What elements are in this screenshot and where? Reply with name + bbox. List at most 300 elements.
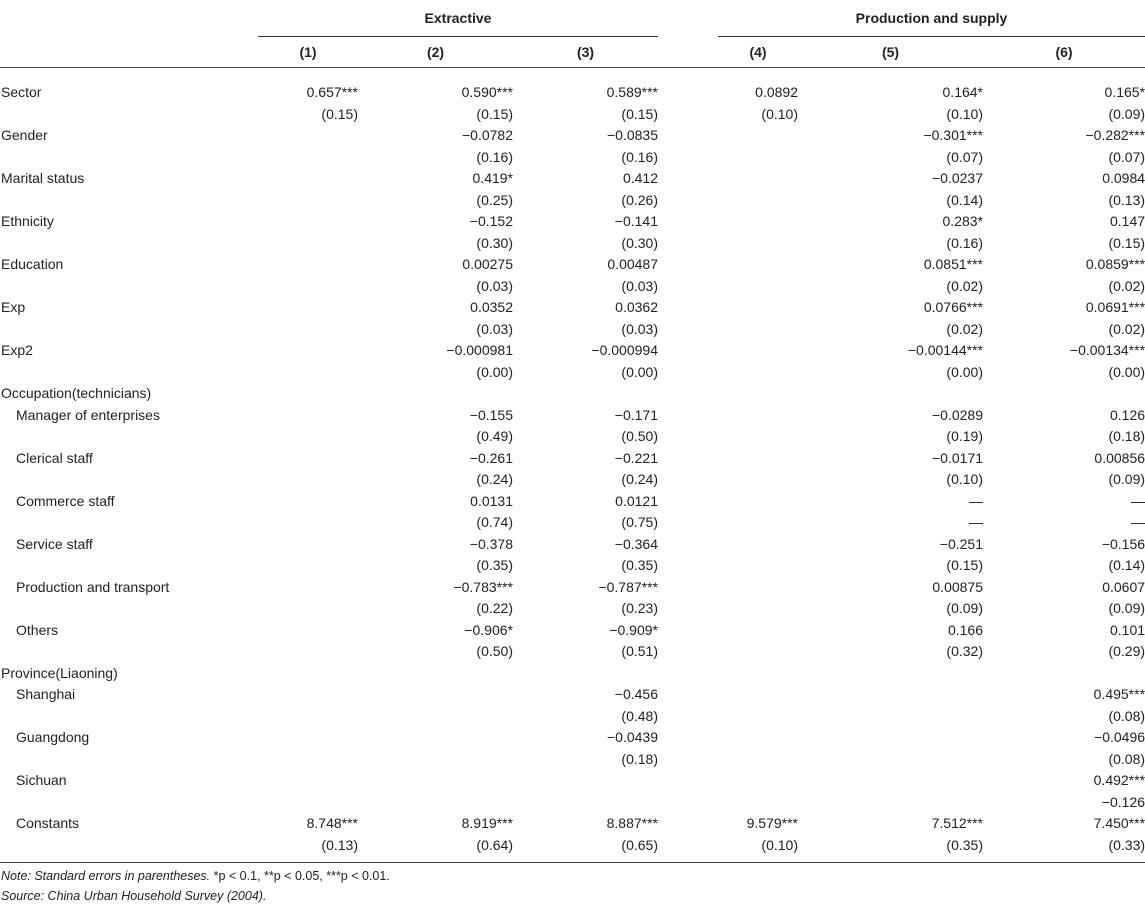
coefficient-cell: −0.0835 <box>607 127 658 143</box>
standard-error-cell: (0.15) <box>946 557 983 573</box>
row-label: Constants <box>16 815 80 831</box>
coefficient-cell <box>798 663 983 685</box>
coefficient-cell: −0.152 <box>469 213 513 229</box>
coefficient-cell <box>718 297 798 319</box>
row-label-blank <box>0 104 258 126</box>
standard-error-cell: (0.25) <box>476 191 513 208</box>
standard-error-cell: (0.49) <box>476 428 513 444</box>
row-label: Clerical staff <box>16 449 93 466</box>
table-row <box>0 835 1145 863</box>
coefficient-cell: −0.251 <box>939 535 983 552</box>
table-row <box>0 469 1145 491</box>
standard-error-cell: (0.75) <box>621 514 658 530</box>
row-label: Marital status <box>1 170 85 186</box>
table-row <box>0 555 1145 577</box>
standard-error-cell: (0.09) <box>1108 600 1145 616</box>
coefficient-cell <box>798 684 983 706</box>
coefficient-cell: 0.126 <box>1109 406 1145 423</box>
standard-error-cell: (0.19) <box>946 428 983 444</box>
coefficient-cell <box>258 534 358 556</box>
standard-error-cell: (0.50) <box>621 428 658 444</box>
standard-error-cell: (0.02) <box>1108 320 1145 337</box>
row-label-blank <box>0 362 258 384</box>
standard-error-cell: (0.30) <box>621 234 658 251</box>
table-row <box>0 319 1145 341</box>
standard-error-cell: (0.51) <box>621 643 658 659</box>
coefficient-cell: 0.419* <box>472 170 513 186</box>
coefficient-cell: 0.0766*** <box>923 299 983 315</box>
coefficient-cell: −0.171 <box>614 406 658 423</box>
coefficient-cell <box>718 125 798 147</box>
coefficient-cell: 7.512*** <box>931 815 983 831</box>
coefficient-cell <box>718 684 798 706</box>
standard-error-cell: (0.09) <box>946 600 983 616</box>
column-gap <box>658 491 718 513</box>
standard-error-cell <box>718 706 798 728</box>
group-header-row <box>0 0 1145 37</box>
standard-error-cell <box>718 426 798 448</box>
standard-error-cell: (0.14) <box>946 191 983 208</box>
coefficient-cell <box>718 770 798 792</box>
standard-error-cell: (0.10) <box>761 105 798 122</box>
row-label: Ethnicity <box>1 213 54 229</box>
table-row <box>0 770 1145 792</box>
standard-error-cell: (0.08) <box>1108 707 1145 724</box>
note-prefix: Note: Standard errors in parentheses. <box>1 869 214 883</box>
standard-error-cell: — <box>969 514 983 530</box>
standard-error-cell <box>258 276 358 298</box>
coefficient-cell <box>358 770 513 792</box>
standard-error-cell: (0.50) <box>476 643 513 659</box>
coefficient-cell: 0.0352 <box>470 299 513 315</box>
group-header-extractive: Extractive <box>258 0 658 37</box>
coefficient-cell <box>258 448 358 470</box>
row-label: Commerce staff <box>16 492 115 509</box>
coefficient-cell <box>258 491 358 513</box>
table-row <box>0 792 1145 814</box>
column-gap <box>658 125 718 147</box>
note-sig-3: ***p < 0.01. <box>326 869 390 883</box>
coefficient-cell <box>718 534 798 556</box>
table-row <box>0 813 1145 835</box>
standard-error-cell: (0.14) <box>1108 557 1145 573</box>
coefficient-cell: 0.0607 <box>1102 578 1145 595</box>
header-blank <box>0 37 258 68</box>
row-label: Exp2 <box>1 342 33 358</box>
column-header-4: (4) <box>718 37 798 68</box>
row-label: Exp <box>1 299 26 315</box>
row-label: Province(Liaoning) <box>1 664 118 681</box>
coefficient-cell: −0.00134*** <box>1069 342 1145 358</box>
coefficient-cell <box>258 297 358 319</box>
coefficient-cell <box>258 727 358 749</box>
row-label-blank <box>0 512 258 534</box>
standard-error-cell: (0.30) <box>476 234 513 251</box>
group-gap <box>658 0 718 37</box>
standard-error-cell: (0.09) <box>1108 105 1145 122</box>
standard-error-cell <box>358 792 513 814</box>
column-gap <box>658 663 718 685</box>
coefficient-cell: −0.0289 <box>932 406 983 423</box>
coefficient-cell <box>258 620 358 642</box>
coefficient-cell <box>718 620 798 642</box>
table-row <box>0 491 1145 513</box>
coefficient-cell <box>718 168 798 190</box>
table-row <box>0 168 1145 190</box>
column-gap <box>658 792 718 814</box>
coefficient-cell: 0.590*** <box>461 84 513 100</box>
standard-error-cell <box>718 469 798 491</box>
coefficient-cell <box>258 211 358 233</box>
row-label-blank <box>0 555 258 577</box>
column-gap <box>658 319 718 341</box>
coefficient-cell <box>358 727 513 749</box>
standard-error-cell <box>718 512 798 534</box>
coefficient-cell <box>718 448 798 470</box>
coefficient-cell: −0.378 <box>469 535 513 552</box>
column-gap <box>658 598 718 620</box>
coefficient-cell <box>718 491 798 513</box>
table-row <box>0 512 1145 534</box>
coefficient-cell: −0.301*** <box>923 127 983 143</box>
table-row <box>0 749 1145 771</box>
standard-error-cell <box>358 749 513 771</box>
note-line <box>1 866 390 886</box>
row-label-blank <box>0 426 258 448</box>
coefficient-cell <box>258 684 358 706</box>
table-row <box>0 104 1145 126</box>
row-label-blank <box>0 792 258 814</box>
coefficient-cell: −0.261 <box>469 449 513 466</box>
standard-error-cell <box>718 233 798 255</box>
standard-error-cell: (0.10) <box>946 105 983 122</box>
standard-error-cell: (0.15) <box>621 105 658 122</box>
coefficient-cell: 0.0892 <box>755 84 798 100</box>
column-header-6: (6) <box>983 37 1145 68</box>
standard-error-cell: (0.35) <box>621 557 658 573</box>
row-label: Gender <box>1 127 48 143</box>
standard-error-cell <box>798 749 983 771</box>
coefficient-cell: −0.0439 <box>607 729 658 745</box>
standard-error-cell: (0.29) <box>1108 643 1145 659</box>
column-gap <box>658 813 718 835</box>
standard-error-cell: (0.00) <box>946 363 983 380</box>
standard-error-cell: (0.10) <box>718 835 798 863</box>
table-row <box>0 448 1145 470</box>
row-label-blank <box>0 233 258 255</box>
standard-error-cell: −0.126 <box>1101 793 1145 810</box>
coefficient-cell <box>718 383 798 405</box>
standard-error-cell <box>258 792 358 814</box>
coefficient-cell <box>798 727 983 749</box>
standard-error-cell: (0.03) <box>476 277 513 294</box>
table-row <box>0 254 1145 276</box>
standard-error-cell: (0.02) <box>1108 277 1145 294</box>
coefficient-cell <box>358 684 513 706</box>
column-gap <box>658 577 718 599</box>
standard-error-cell <box>258 426 358 448</box>
standard-error-cell <box>258 190 358 212</box>
column-gap <box>658 684 718 706</box>
standard-error-cell <box>258 469 358 491</box>
coefficient-cell: −0.909* <box>609 621 658 638</box>
table-row <box>0 190 1145 212</box>
column-number-row <box>0 37 1145 68</box>
table-row <box>0 211 1145 233</box>
coefficient-cell: −0.0237 <box>932 170 983 186</box>
standard-error-cell: (0.03) <box>621 320 658 337</box>
coefficient-cell: 8.919*** <box>461 815 513 831</box>
coefficient-cell: 0.166 <box>947 621 983 638</box>
row-label: Others <box>16 621 59 638</box>
table-row <box>0 641 1145 663</box>
standard-error-cell <box>718 190 798 212</box>
row-label: Manager of enterprises <box>16 406 160 423</box>
standard-error-cell: (0.64) <box>358 835 513 863</box>
coefficient-cell: −0.141 <box>614 213 658 229</box>
column-gap <box>658 469 718 491</box>
row-label-blank <box>0 835 258 863</box>
table-row <box>0 727 1145 749</box>
standard-error-cell <box>258 233 358 255</box>
column-gap <box>658 147 718 169</box>
coefficient-cell <box>258 254 358 276</box>
standard-error-cell <box>258 749 358 771</box>
standard-error-cell: (0.02) <box>946 320 983 337</box>
column-gap <box>658 68 718 104</box>
coefficient-cell: 0.0691*** <box>1085 299 1145 315</box>
standard-error-cell: (0.13) <box>258 835 358 863</box>
coefficient-cell <box>258 663 358 685</box>
column-gap <box>658 727 718 749</box>
standard-error-cell <box>513 792 658 814</box>
row-label-blank <box>0 469 258 491</box>
standard-error-cell: (0.26) <box>621 191 658 208</box>
coefficient-cell: 0.657*** <box>306 84 358 100</box>
standard-error-cell: (0.23) <box>621 600 658 616</box>
coefficient-cell: −0.000994 <box>591 342 658 358</box>
standard-error-cell <box>718 641 798 663</box>
row-label: Sichuan <box>16 772 67 788</box>
standard-error-cell: (0.35) <box>798 835 983 863</box>
coefficient-cell: −0.282*** <box>1085 127 1145 143</box>
column-header-2: (2) <box>358 37 513 68</box>
column-gap <box>658 276 718 298</box>
standard-error-cell: (0.16) <box>946 234 983 251</box>
note-sig-1: *p < 0.1, <box>213 869 265 883</box>
row-label-blank <box>0 598 258 620</box>
column-header-5: (5) <box>798 37 983 68</box>
standard-error-cell <box>258 555 358 577</box>
coefficient-cell <box>258 383 358 405</box>
standard-error-cell: (0.24) <box>621 471 658 487</box>
standard-error-cell: (0.32) <box>946 643 983 659</box>
table-row <box>0 297 1145 319</box>
coefficient-cell: 0.0984 <box>1102 170 1145 186</box>
coefficient-cell <box>258 770 358 792</box>
row-label-blank <box>0 319 258 341</box>
table-body <box>0 68 1145 863</box>
standard-error-cell <box>258 512 358 534</box>
standard-error-cell: (0.03) <box>621 277 658 294</box>
row-label: Occupation(technicians) <box>1 385 152 401</box>
row-label-blank <box>0 190 258 212</box>
column-gap <box>658 706 718 728</box>
column-gap <box>658 641 718 663</box>
standard-error-cell <box>258 362 358 384</box>
standard-error-cell: (0.24) <box>476 471 513 487</box>
coefficient-cell: −0.0171 <box>932 449 983 466</box>
column-gap <box>658 383 718 405</box>
standard-error-cell <box>258 598 358 620</box>
table-row <box>0 426 1145 448</box>
coefficient-cell: 0.00856 <box>1094 449 1145 466</box>
table-row <box>0 534 1145 556</box>
column-gap <box>658 749 718 771</box>
table-row <box>0 233 1145 255</box>
coefficient-cell: −0.000981 <box>446 342 513 358</box>
coefficient-cell: −0.0496 <box>1094 729 1145 745</box>
coefficient-cell: 0.589*** <box>606 84 658 100</box>
source-line: Source: China Urban Household Survey (2004). <box>1 889 267 903</box>
standard-error-cell: (0.07) <box>1108 148 1145 165</box>
table-row <box>0 340 1145 362</box>
coefficient-cell: 7.450*** <box>1093 815 1145 831</box>
standard-error-cell: (0.16) <box>621 148 658 165</box>
coefficient-cell: 0.495*** <box>1093 686 1145 702</box>
coefficient-cell <box>513 770 658 792</box>
standard-error-cell <box>718 147 798 169</box>
column-gap <box>658 254 718 276</box>
standard-error-cell <box>718 749 798 771</box>
standard-error-cell: (0.33) <box>983 835 1145 863</box>
standard-error-cell: (0.08) <box>1108 750 1145 767</box>
group-header-production-supply: Production and supply <box>718 0 1145 37</box>
coefficient-cell <box>718 340 798 362</box>
column-gap <box>658 555 718 577</box>
coefficient-cell <box>513 383 658 405</box>
coefficient-cell: 0.147 <box>1109 213 1145 229</box>
header-gap <box>658 37 718 68</box>
coefficient-cell: 0.165* <box>1104 84 1145 100</box>
standard-error-cell: (0.15) <box>321 105 358 122</box>
coefficient-cell <box>718 663 798 685</box>
coefficient-cell: 0.0851*** <box>923 256 983 272</box>
table-row <box>0 362 1145 384</box>
column-header-1: (1) <box>258 37 358 68</box>
header-blank <box>0 0 258 37</box>
standard-error-cell: (0.10) <box>946 471 983 487</box>
table-row <box>0 684 1145 706</box>
table-row <box>0 598 1145 620</box>
coefficient-cell: 9.579*** <box>746 815 798 831</box>
standard-error-cell: (0.15) <box>1108 234 1145 251</box>
column-gap <box>658 233 718 255</box>
coefficient-cell <box>798 383 983 405</box>
coefficient-cell: 0.00275 <box>462 256 513 272</box>
coefficient-cell: −0.0782 <box>462 127 513 143</box>
coefficient-cell: — <box>1131 492 1145 509</box>
row-label-blank <box>0 641 258 663</box>
table-row <box>0 147 1145 169</box>
coefficient-cell: −0.783*** <box>453 578 513 595</box>
row-label: Service staff <box>16 535 93 552</box>
standard-error-cell: (0.48) <box>621 707 658 724</box>
standard-error-cell: (0.18) <box>1108 428 1145 444</box>
table-row <box>0 125 1145 147</box>
row-label: Education <box>1 256 64 272</box>
table-row <box>0 383 1145 405</box>
table-notes <box>1 866 390 906</box>
coefficient-cell <box>718 254 798 276</box>
row-label: Production and transport <box>16 578 170 595</box>
standard-error-cell: — <box>1131 514 1145 530</box>
coefficient-cell: −0.906* <box>464 621 513 638</box>
column-gap <box>658 448 718 470</box>
coefficient-cell <box>983 383 1145 405</box>
coefficient-cell <box>718 211 798 233</box>
coefficient-cell: 0.00487 <box>607 256 658 272</box>
row-label-blank <box>0 749 258 771</box>
column-gap <box>658 340 718 362</box>
column-gap <box>658 512 718 534</box>
standard-error-cell: (0.00) <box>1108 363 1145 380</box>
column-gap <box>658 104 718 126</box>
standard-error-cell: (0.03) <box>476 320 513 337</box>
table-row <box>0 68 1145 104</box>
standard-error-cell: (0.74) <box>476 514 513 530</box>
column-gap <box>658 190 718 212</box>
coefficient-cell: 0.101 <box>1109 621 1145 638</box>
row-label-blank <box>0 276 258 298</box>
standard-error-cell: (0.00) <box>476 363 513 380</box>
column-gap <box>658 297 718 319</box>
coefficient-cell: −0.787*** <box>598 578 658 595</box>
coefficient-cell <box>718 577 798 599</box>
coefficient-cell: −0.156 <box>1101 535 1145 552</box>
coefficient-cell: 0.0362 <box>615 299 658 315</box>
coefficient-cell: −0.364 <box>614 535 658 552</box>
coefficient-cell <box>258 340 358 362</box>
coefficient-cell <box>983 663 1145 685</box>
standard-error-cell: (0.07) <box>946 148 983 165</box>
column-gap <box>658 426 718 448</box>
coefficient-cell: 8.887*** <box>606 815 658 831</box>
column-gap <box>658 168 718 190</box>
standard-error-cell: (0.65) <box>513 835 658 863</box>
standard-error-cell <box>718 276 798 298</box>
standard-error-cell: (0.16) <box>476 148 513 165</box>
standard-error-cell: (0.02) <box>946 277 983 294</box>
coefficient-cell: −0.00144*** <box>907 342 983 358</box>
column-gap <box>658 835 718 863</box>
coefficient-cell <box>718 405 798 427</box>
coefficient-cell: 0.412 <box>622 170 658 186</box>
coefficient-cell <box>358 383 513 405</box>
table-row <box>0 276 1145 298</box>
column-header-3: (3) <box>513 37 658 68</box>
table-row <box>0 706 1145 728</box>
standard-error-cell <box>258 319 358 341</box>
column-gap <box>658 534 718 556</box>
standard-error-cell <box>258 147 358 169</box>
standard-error-cell <box>718 792 798 814</box>
standard-error-cell <box>718 555 798 577</box>
coefficient-cell: −0.221 <box>614 449 658 466</box>
column-gap <box>658 770 718 792</box>
coefficient-cell: 0.283* <box>942 213 983 229</box>
coefficient-cell: 8.748*** <box>306 815 358 831</box>
